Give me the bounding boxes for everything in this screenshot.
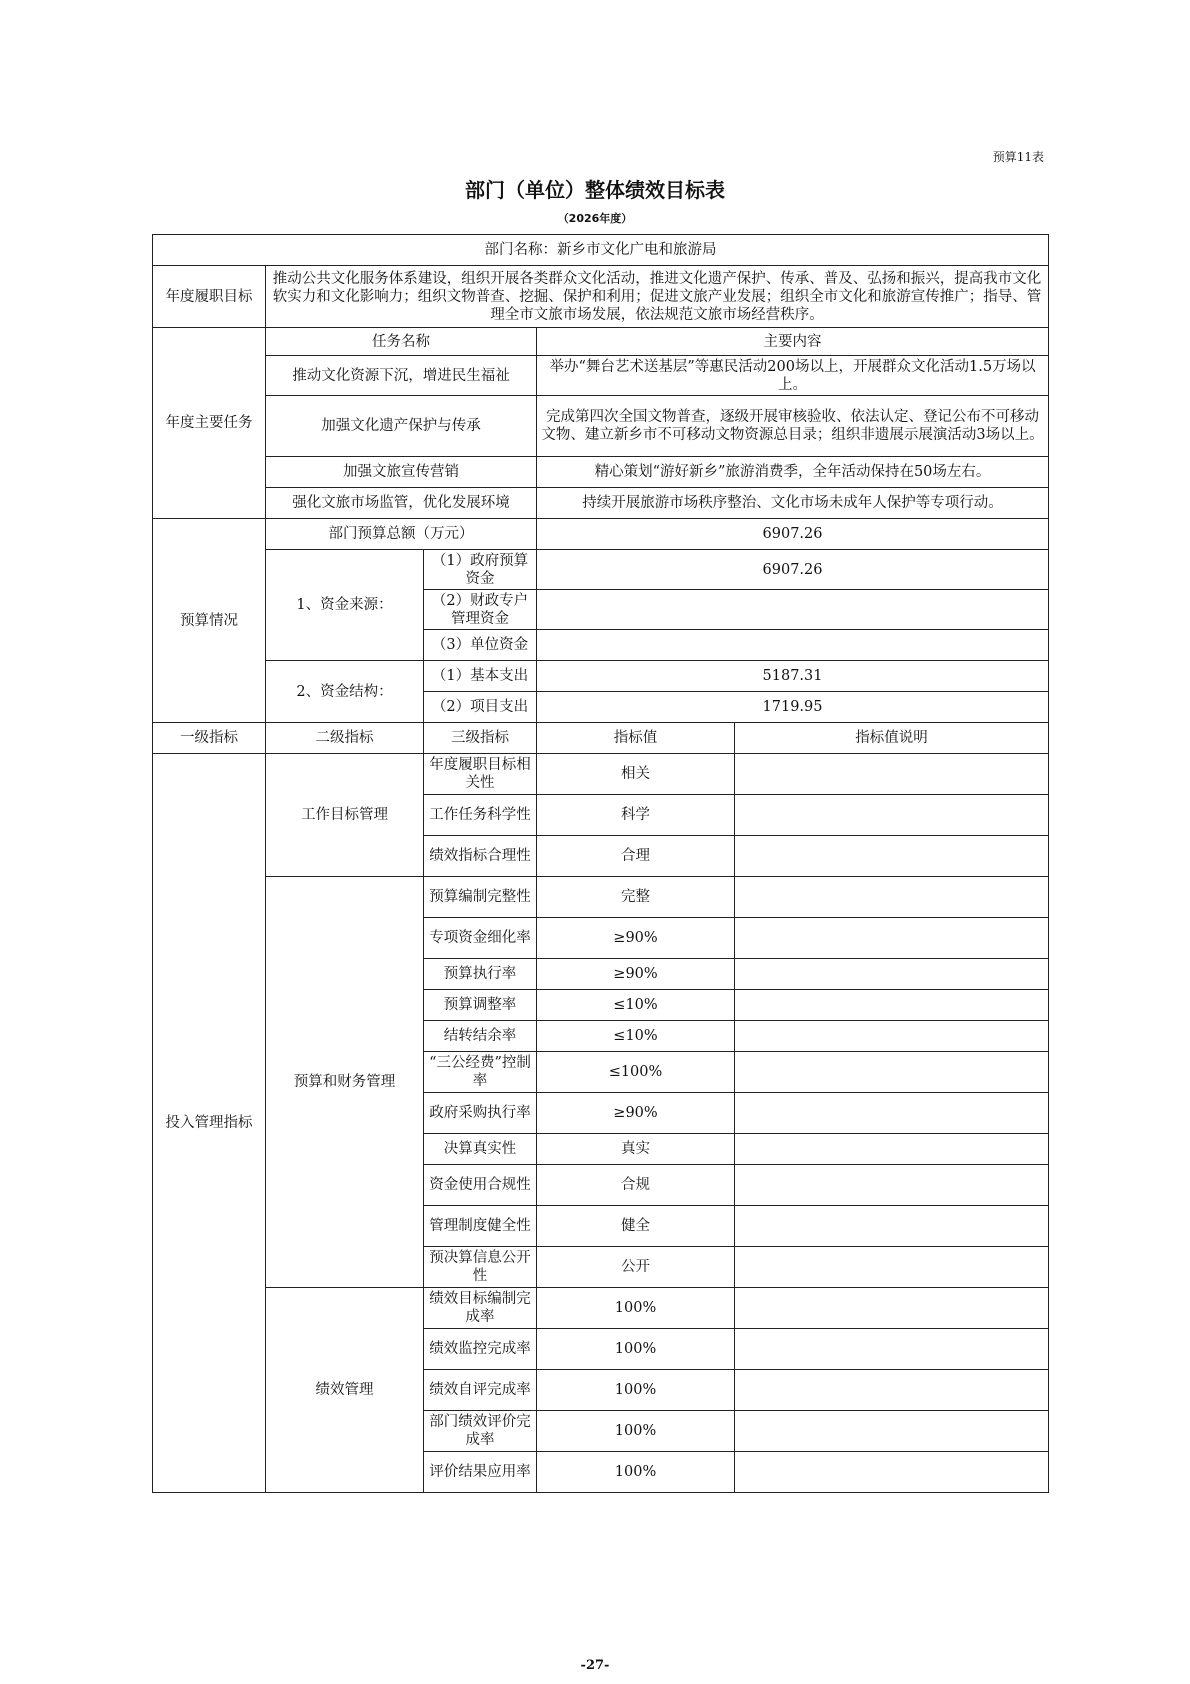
indicator-value: ≤10% [537, 990, 735, 1021]
task-name: 推动文化资源下沉，增进民生福祉 [266, 356, 537, 396]
indicator-level3: 预算执行率 [424, 959, 537, 990]
indicator-level3: 年度履职目标相关性 [424, 754, 537, 795]
fund-source-value: 6907.26 [537, 550, 1049, 590]
budget-total-value: 6907.26 [537, 519, 1049, 550]
task-content: 精心策划“游好新乡”旅游消费季，全年活动保持在50场左右。 [537, 457, 1049, 488]
indicator-level3: 决算真实性 [424, 1134, 537, 1165]
indicator-note [735, 1452, 1049, 1493]
fund-source-item: （1）政府预算资金 [424, 550, 537, 590]
indicator-value: 健全 [537, 1206, 735, 1247]
indicator-value: ≥90% [537, 1093, 735, 1134]
performance-target-table [152, 234, 1049, 1493]
fund-structure-item: （1）基本支出 [424, 661, 537, 692]
indicator-note [735, 1021, 1049, 1052]
indicator-value: 科学 [537, 795, 735, 836]
indicator-level2: 工作目标管理 [266, 754, 424, 877]
indicator-value: 公开 [537, 1247, 735, 1288]
task-name: 加强文化遗产保护与传承 [266, 396, 537, 457]
indicator-value: 完整 [537, 877, 735, 918]
indicator-level3: “三公经费”控制率 [424, 1052, 537, 1093]
indicator-value: 合理 [537, 836, 735, 877]
header-level3: 三级指标 [424, 723, 537, 754]
indicator-level3: 绩效指标合理性 [424, 836, 537, 877]
indicator-value: ≤100% [537, 1052, 735, 1093]
budget-total-label: 部门预算总额（万元） [266, 519, 537, 550]
indicator-level3: 结转结余率 [424, 1021, 537, 1052]
indicator-level3: 工作任务科学性 [424, 795, 537, 836]
indicator-note [735, 795, 1049, 836]
task-content: 举办“舞台艺术送基层”等惠民活动200场以上，开展群众文化活动1.5万场以上。 [537, 356, 1049, 396]
indicator-level3: 绩效监控完成率 [424, 1329, 537, 1370]
indicator-note [735, 754, 1049, 795]
task-content: 持续开展旅游市场秩序整治、文化市场未成年人保护等专项行动。 [537, 488, 1049, 519]
indicator-level2: 绩效管理 [266, 1288, 424, 1493]
indicator-note [735, 836, 1049, 877]
indicator-note [735, 918, 1049, 959]
fund-structure-value: 1719.95 [537, 692, 1049, 723]
task-name: 强化文旅市场监管，优化发展环境 [266, 488, 537, 519]
indicator-value: 合规 [537, 1165, 735, 1206]
indicator-value: 真实 [537, 1134, 735, 1165]
indicator-value: 100% [537, 1288, 735, 1329]
page-title: 部门（单位）整体绩效目标表 [465, 178, 725, 202]
indicator-level3: 管理制度健全性 [424, 1206, 537, 1247]
indicator-value: 100% [537, 1452, 735, 1493]
indicator-note [735, 1329, 1049, 1370]
task-content: 完成第四次全国文物普查，逐级开展审核验收、依法认定、登记公布不可移动文物、建立新乡市不可移动文物资源总目录；组织非遗展示展演活动3场以上。 [537, 396, 1049, 457]
indicator-level3: 资金使用合规性 [424, 1165, 537, 1206]
indicator-level3: 绩效目标编制完成率 [424, 1288, 537, 1329]
indicator-value: ≥90% [537, 918, 735, 959]
form-number: 预算11表 [992, 150, 1044, 164]
task-name: 加强文旅宣传营销 [266, 457, 537, 488]
tasks-label: 年度主要任务 [153, 328, 266, 519]
header-level2: 二级指标 [266, 723, 424, 754]
indicator-level3: 预算调整率 [424, 990, 537, 1021]
indicator-value: ≥90% [537, 959, 735, 990]
task-content-header: 主要内容 [537, 328, 1049, 356]
indicator-value: 100% [537, 1329, 735, 1370]
fund-structure-label: 2、资金结构： [266, 661, 424, 723]
indicator-level3: 绩效自评完成率 [424, 1370, 537, 1411]
indicator-level3: 评价结果应用率 [424, 1452, 537, 1493]
indicator-note [735, 1134, 1049, 1165]
indicator-note [735, 1206, 1049, 1247]
fund-source-value [537, 630, 1049, 661]
duty-label: 年度履职目标 [153, 266, 266, 328]
indicator-note [735, 1093, 1049, 1134]
indicator-level3: 预算编制完整性 [424, 877, 537, 918]
fund-source-item: （2）财政专户管理资金 [424, 590, 537, 630]
fund-source-label: 1、资金来源： [266, 550, 424, 661]
fiscal-year: （2026年度） [557, 212, 633, 225]
indicator-note [735, 1165, 1049, 1206]
fund-source-item: （3）单位资金 [424, 630, 537, 661]
header-value: 指标值 [537, 723, 735, 754]
indicator-value: 100% [537, 1411, 735, 1452]
indicator-level3: 部门绩效评价完成率 [424, 1411, 537, 1452]
indicator-level3: 预决算信息公开性 [424, 1247, 537, 1288]
indicator-value: 100% [537, 1370, 735, 1411]
department-name: 部门名称：新乡市文化广电和旅游局 [153, 235, 1049, 266]
header-level1: 一级指标 [153, 723, 266, 754]
indicator-note [735, 959, 1049, 990]
indicator-note [735, 1288, 1049, 1329]
indicator-level1: 投入管理指标 [153, 754, 266, 1493]
fund-structure-item: （2）项目支出 [424, 692, 537, 723]
fund-structure-value: 5187.31 [537, 661, 1049, 692]
budget-label: 预算情况 [153, 519, 266, 723]
indicator-level3: 专项资金细化率 [424, 918, 537, 959]
indicator-note [735, 877, 1049, 918]
indicator-note [735, 1052, 1049, 1093]
page-number: -27- [580, 1658, 610, 1673]
indicator-note [735, 1247, 1049, 1288]
indicator-note [735, 1411, 1049, 1452]
indicator-level3: 政府采购执行率 [424, 1093, 537, 1134]
indicator-value: 相关 [537, 754, 735, 795]
indicator-value: ≤10% [537, 1021, 735, 1052]
duty-text: 推动公共文化服务体系建设，组织开展各类群众文化活动，推进文化遗产保护、传承、普及、弘扬和振兴，提高我市文化软实力和文化影响力；组织文物普查、挖掘、保护和利用；促进文旅产业发展；组织全市文化和旅游宣传推广；指导、管理全市文旅市场发展，依法规范文旅市场经营秩序。 [266, 266, 1049, 328]
task-name-header: 任务名称 [266, 328, 537, 356]
fund-source-value [537, 590, 1049, 630]
indicator-note [735, 990, 1049, 1021]
header-note: 指标值说明 [735, 723, 1049, 754]
indicator-note [735, 1370, 1049, 1411]
indicator-level2: 预算和财务管理 [266, 877, 424, 1288]
